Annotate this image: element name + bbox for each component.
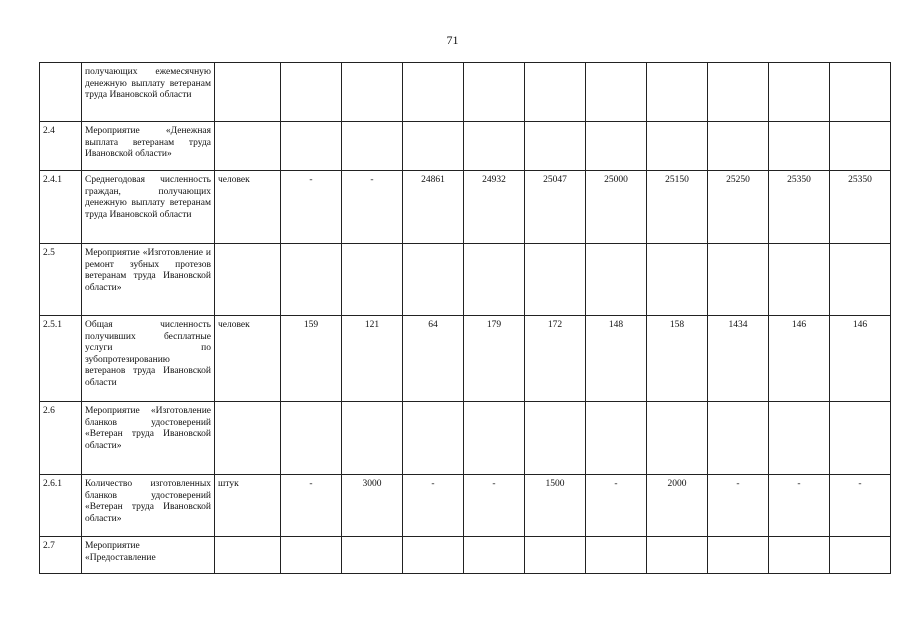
value-cell — [830, 402, 891, 475]
value-cell — [464, 63, 525, 122]
value-cell — [586, 122, 647, 171]
row-code: 2.5 — [40, 244, 82, 316]
row-unit: человек — [215, 316, 281, 402]
row-code: 2.6.1 — [40, 475, 82, 537]
value-cell — [647, 537, 708, 574]
value-cell: - — [830, 475, 891, 537]
value-cell — [525, 402, 586, 475]
row-code: 2.7 — [40, 537, 82, 574]
table-row — [40, 171, 891, 244]
value-cell — [586, 537, 647, 574]
value-cell: - — [281, 475, 342, 537]
table-row — [40, 402, 891, 475]
value-cell — [586, 63, 647, 122]
value-cell: 179 — [464, 316, 525, 402]
row-unit — [215, 537, 281, 574]
value-cell — [830, 537, 891, 574]
page-number: 71 — [446, 33, 459, 47]
row-code: 2.5.1 — [40, 316, 82, 402]
table-body — [40, 63, 891, 574]
value-cell — [281, 244, 342, 316]
row-code: 2.6 — [40, 402, 82, 475]
value-cell — [281, 63, 342, 122]
value-cell — [525, 537, 586, 574]
value-cell — [647, 402, 708, 475]
value-cell — [647, 122, 708, 171]
value-cell: 24932 — [464, 171, 525, 244]
value-cell — [525, 63, 586, 122]
row-unit: штук — [215, 475, 281, 537]
value-cell — [281, 402, 342, 475]
value-cell: 3000 — [342, 475, 403, 537]
value-cell: 25350 — [830, 171, 891, 244]
value-cell — [342, 122, 403, 171]
value-cell: 2000 — [647, 475, 708, 537]
value-cell — [281, 537, 342, 574]
value-cell — [830, 244, 891, 316]
indicators-table — [39, 62, 891, 574]
value-cell — [647, 63, 708, 122]
table-row — [40, 63, 891, 122]
value-cell — [464, 537, 525, 574]
value-cell: 25047 — [525, 171, 586, 244]
value-cell — [525, 122, 586, 171]
value-cell: - — [586, 475, 647, 537]
row-description: получающих ежемесячную денежную выплату ветеранам труда Ивановской области — [82, 63, 215, 122]
value-cell: 64 — [403, 316, 464, 402]
row-unit: человек — [215, 171, 281, 244]
value-cell: - — [708, 475, 769, 537]
value-cell: 1434 — [708, 316, 769, 402]
value-cell — [342, 63, 403, 122]
value-cell — [708, 244, 769, 316]
row-unit — [215, 63, 281, 122]
value-cell — [708, 122, 769, 171]
row-code: 2.4.1 — [40, 171, 82, 244]
table-row — [40, 122, 891, 171]
value-cell — [342, 537, 403, 574]
value-cell — [769, 122, 830, 171]
row-description: Общая численность получивших бесплатные услуги по зубопротезированию ветеранов труда Ивановской области — [82, 316, 215, 402]
table-row — [40, 537, 891, 574]
value-cell — [403, 537, 464, 574]
value-cell: 25350 — [769, 171, 830, 244]
table-row — [40, 475, 891, 537]
table-row — [40, 244, 891, 316]
value-cell — [403, 63, 464, 122]
value-cell: 25150 — [647, 171, 708, 244]
value-cell — [769, 63, 830, 122]
value-cell — [464, 244, 525, 316]
value-cell: 146 — [830, 316, 891, 402]
value-cell — [769, 537, 830, 574]
value-cell: 146 — [769, 316, 830, 402]
value-cell — [830, 122, 891, 171]
value-cell: 25250 — [708, 171, 769, 244]
value-cell — [464, 122, 525, 171]
value-cell: - — [464, 475, 525, 537]
row-unit — [215, 244, 281, 316]
row-description: Мероприятие «Предоставление — [82, 537, 215, 574]
row-unit — [215, 402, 281, 475]
value-cell: 121 — [342, 316, 403, 402]
value-cell — [586, 244, 647, 316]
value-cell — [708, 402, 769, 475]
row-description: Мероприятие «Изготовление бланков удостоверений «Ветеран труда Ивановской области» — [82, 402, 215, 475]
value-cell: 1500 — [525, 475, 586, 537]
value-cell — [342, 402, 403, 475]
row-description: Мероприятие «Изготовление и ремонт зубных протезов ветеранам труда Ивановской области» — [82, 244, 215, 316]
value-cell: 172 — [525, 316, 586, 402]
table-row — [40, 316, 891, 402]
row-description: Среднегодовая численность граждан, получающих денежную выплату ветеранам труда Ивановской области — [82, 171, 215, 244]
value-cell: - — [342, 171, 403, 244]
value-cell — [403, 122, 464, 171]
value-cell: 148 — [586, 316, 647, 402]
value-cell — [342, 244, 403, 316]
value-cell — [464, 402, 525, 475]
value-cell — [830, 63, 891, 122]
value-cell: - — [769, 475, 830, 537]
value-cell: - — [403, 475, 464, 537]
value-cell — [281, 122, 342, 171]
row-code — [40, 63, 82, 122]
value-cell: 24861 — [403, 171, 464, 244]
value-cell — [403, 244, 464, 316]
value-cell: 158 — [647, 316, 708, 402]
value-cell — [403, 402, 464, 475]
value-cell — [647, 244, 708, 316]
value-cell: 25000 — [586, 171, 647, 244]
row-code: 2.4 — [40, 122, 82, 171]
row-description: Количество изготовленных бланков удостоверений «Ветеран труда Ивановской области» — [82, 475, 215, 537]
value-cell: - — [281, 171, 342, 244]
value-cell — [769, 244, 830, 316]
value-cell — [708, 63, 769, 122]
value-cell — [586, 402, 647, 475]
value-cell — [769, 402, 830, 475]
row-unit — [215, 122, 281, 171]
value-cell: 159 — [281, 316, 342, 402]
value-cell — [708, 537, 769, 574]
row-description: Мероприятие «Денежная выплата ветеранам труда Ивановской области» — [82, 122, 215, 171]
value-cell — [525, 244, 586, 316]
